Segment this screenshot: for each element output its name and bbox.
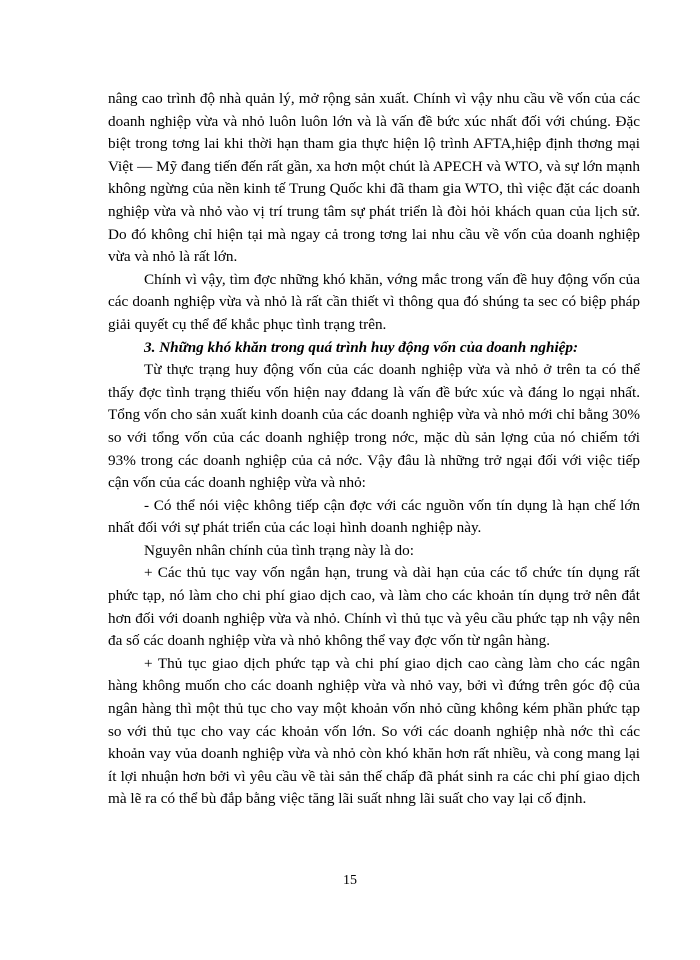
body-text [108,88,640,811]
paragraph-transaction-costs: + Thủ tục giao dịch phức tạp và chi phí giao dịch cao càng làm cho các ngân hàng không muốn cho các doanh nghiệp vừa và nhỏ vay, bởi vì đứng trên góc độ của ngân hàng thì một thủ tục cho vay một khoản vốn nhỏ cũng không kém phần phức tạp so với thủ tục cho vay các khoản vốn lớn. So với các doanh nghiệp nhà nớc thì các khoản vay vủa doanh nghiệp vừa và nhỏ còn khó khăn hơn rất nhiều, và cong mang lại ít lợi nhuận hơn bởi vì yêu cầu về tài sản thế chấp đã phát sinh ra các chi phí giao dịch mà lẽ ra có thể bù đắp bằng việc tăng lãi suất nhng lãi suất cho vay lại cố định. [108,654,640,808]
page-number: 15 [343,873,357,888]
section-heading: 3. Những khó khăn trong quá trình huy động vốn của doanh nghiệp: [144,338,579,356]
paragraph-necessity: Chính vì vậy, tìm đợc những khó khăn, vớng mắc trong vấn đề huy động vốn của các doanh nghiệp vừa và nhỏ là rất cần thiết vì thông qua đó shúng ta sec có biệp pháp giải quyết cụ thể để khắc phục tình trạng trên. [108,270,640,333]
paragraph-credit-access: - Có thể nói việc không tiếp cận đợc với các nguồn vốn tín dụng là hạn chế lớn nhất đối với sự phát triển của các loại hình doanh nghiệp này. [108,496,640,537]
paragraph-current-state: Từ thực trạng huy động vốn của các doanh nghiệp vừa và nhỏ ở trên ta có thể thấy đợc tình trạng thiếu vốn hiện nay đdang là vấn đề bức xúc và đáng lo ngại nhất. Tổng vốn cho sản xuất kinh doanh của các doanh nghiệp vừa và nhỏ mới chỉ bằng 30% so với tổng vốn của các doanh nghiệp trong nớc, mặc dù sản lợng của nó chiếm tới 93% trong các doanh nghiệp của cả nớc. Vậy đâu là những trở ngại đối với việc tiếp cận vốn của các doanh nghiệp vừa và nhỏ: [108,361,640,492]
paragraph-loan-procedures: + Các thủ tục vay vốn ngắn hạn, trung và dài hạn của các tổ chức tín dụng rất phức tạp, nó làm cho chi phí giao dịch cao, và làm cho các khoản tín dụng trở nên đắt hơn đối với doanh nghiệp vừa và nhỏ. Chính vì thủ tục và yêu cầu phức tạp nh vậy nên đa số các doanh nghiệp vừa và nhỏ không thể vay đợc vốn từ ngân hàng. [108,564,640,650]
paragraph-main-causes: Nguyên nhân chính của tình trạng này là do: [144,541,414,559]
paragraph-continuation: nâng cao trình độ nhà quản lý, mở rộng sản xuất. Chính vì vậy nhu cầu về vốn của các doanh nghiệp vừa và nhỏ luôn luôn lớn và là vấn đề bức xúc nhất đối với chúng. Đặc biệt trong tơng lai khi thời hạn tham gia thực hiện lộ trình AFTA,hiệp định thơng mại Việt — Mỹ đang tiến đến rất gần, xa hơn một chút là APECH và WTO, và sự lớn mạnh không ngừng của nền kinh tế Trung Quốc khi đã tham gia WTO, thì việc đặt các doanh nghiệp vừa và nhỏ vào vị trí trung tâm sự phát triển là đòi hỏi khách quan của lịch sử. Do đó không chỉ hiện tại mà ngay cả trong tơng lai nhu cầu về vốn của doanh nghiệp vừa và nhỏ là rất lớn. [108,90,640,266]
